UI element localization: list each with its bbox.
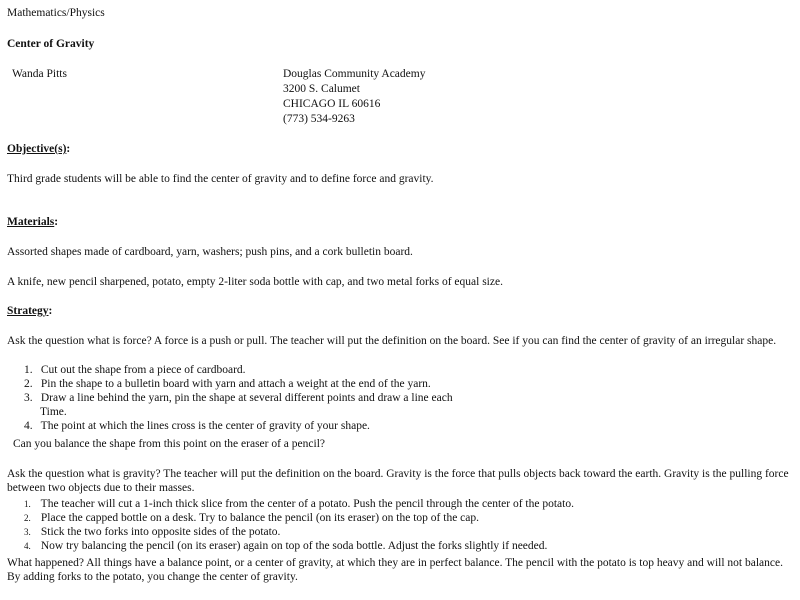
list-item-continuation: Time. [40, 406, 67, 418]
author-name: Wanda Pitts [12, 68, 67, 80]
list-item: 4. The point at which the lines cross is the center of gravity of your shape. [24, 420, 370, 432]
strategy-heading: Strategy: [7, 305, 53, 317]
list-item: 2. Place the capped bottle on a desk. Try to balance the pencil (on its eraser) on the top of the cap. [24, 512, 480, 524]
materials-heading: Materials: [7, 216, 59, 228]
conclusion-text: What happened? All things have a balance point, or a center of gravity, at which they are in perfect balance. The pencil with the potato is top heavy and will not balance. By adding forks to the potato, you change the center of gravity. [7, 557, 783, 583]
gravity-steps-list [24, 497, 574, 553]
objectives-heading: Objective(s): [7, 143, 71, 155]
objectives-text: Third grade students will be able to find the center of gravity and to define force and gravity. [7, 173, 434, 185]
list-item: 4. Now try balancing the pencil (on its eraser) again on top of the soda bottle. Adjust the forks slightly if needed. [24, 540, 548, 552]
materials-line-2: A knife, new pencil sharpened, potato, empty 2-liter soda bottle with cap, and two metal forks of equal size. [7, 276, 503, 288]
list-item: 2. Pin the shape to a bulletin board with yarn and attach a weight at the end of the yarn. [24, 378, 431, 390]
school-phone: (773) 534-9263 [283, 113, 355, 125]
strategy-intro: Ask the question what is force? A force is a push or pull. The teacher will put the definition on the board. See if you can find the center of gravity of an irregular shape. [7, 335, 777, 347]
school-city: CHICAGO IL 60616 [283, 98, 381, 110]
gravity-intro: Ask the question what is gravity? The teacher will put the definition on the board. Gravity is the force that pulls objects back toward the earth. Gravity is the pulling force between two objects due to their masses. [7, 468, 789, 494]
list-item: 1. Cut out the shape from a piece of cardboard. [24, 364, 246, 376]
list-item: 3. Stick the two forks into opposite sides of the potato. [24, 526, 281, 538]
balance-question: Can you balance the shape from this point on the eraser of a pencil? [13, 438, 325, 450]
materials-line-1: Assorted shapes made of cardboard, yarn, washers; push pins, and a cork bulletin board. [7, 246, 413, 258]
school-name: Douglas Community Academy [283, 68, 426, 80]
list-item: 1. The teacher will cut a 1-inch thick slice from the center of a potato. Push the pencil through the center of the potato. [24, 498, 574, 510]
subject-label: Mathematics/Physics [7, 7, 105, 19]
force-steps-list [24, 363, 453, 433]
school-street: 3200 S. Calumet [283, 83, 360, 95]
list-item: 3. Draw a line behind the yarn, pin the shape at several different points and draw a line each [24, 392, 453, 404]
page-title: Center of Gravity [7, 38, 95, 50]
